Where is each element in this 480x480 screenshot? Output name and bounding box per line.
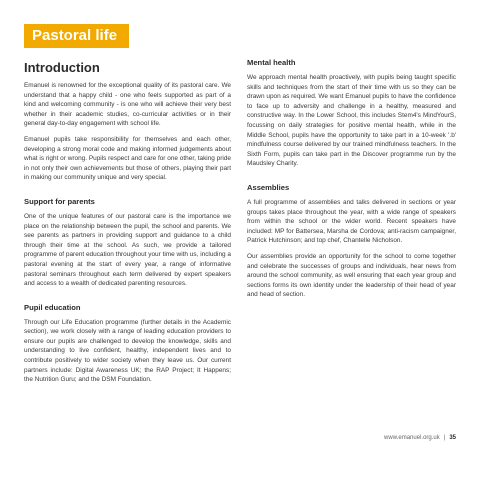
assemblies-paragraph-2: Our assemblies provide an opportunity for the school to come together and celebrate the successes of groups and individuals, hear news from around the school community, as well ensuring that each year group and sections forms its own identity under the leadership of their head of year and head of section. <box>247 252 456 299</box>
footer-url[interactable]: www.emanuel.org.uk <box>384 435 440 441</box>
introduction-paragraph-1: Emanuel is renowned for the exceptional quality of its pastoral care. We understand that a happy child - one who feels supported as part of a kind and welcoming community - is one who will achieve their very best whether in their academic studies, co-curricular activities or in their general day-to-day engagement with school life. <box>24 82 231 128</box>
support-for-parents-paragraph: One of the unique features of our pastoral care is the importance we place on the relationship between the pupil, the school and parents. We see parents as partners in providing support and guidance to a child through their time at the school. As such, we provide a tailored programme of parent education throughout your time with us, including a pastoral evening at the start of every year, a range of informative pastoral seminars throughout each term delivered by expert speakers and access to a wealth of dedicated parenting resources. <box>24 212 231 288</box>
introduction-paragraph-2: Emanuel pupils take responsibility for themselves and each other, developing a strong moral code and making informed judgements about what is right or wrong. Pupils respect and care for one other, taking pride in not only their own achievements but those of others, playing their part in making our community unique and very special. <box>24 135 231 182</box>
footer-separator: | <box>443 435 446 441</box>
support-for-parents-heading: Support for parents <box>24 196 95 206</box>
pupil-education-paragraph: Through our Life Education programme (further details in the Academic section), we work closely with a range of leading education providers to ensure our pupils are challenged to develop the knowledge, skills and understanding to live confident, healthy, independent lives and to contribute positively to wider society when they leave us. Our current partners include: Digital Awareness UK; the RAP Project; It Happens; the Nutrition Guru; and the DSM Foundation. <box>24 318 231 384</box>
pupil-education-heading: Pupil education <box>24 302 81 312</box>
introduction-heading: Introduction <box>24 60 100 75</box>
mental-health-heading: Mental health <box>247 58 296 67</box>
section-banner: Pastoral life <box>24 24 129 48</box>
assemblies-heading: Assemblies <box>247 182 290 192</box>
page-footer <box>384 435 456 441</box>
right-column <box>247 58 456 306</box>
mental-health-paragraph: We approach mental health proactively, with pupils being taught specific skills and techniques from the start of their time with us so they can be drawn upon as required. We want Emanuel pupils to have the confidence to face up to adversity and challenge in a healthy, measured and constructive way. In the Lower School, this includes Stem4's MindYourS, focussing on daily strategies for positive mental health, while in the Middle School, pupils have the opportunity to take part in a 10-week '.b' mindfulness course delivered by our trained mindfulness teachers. In the Sixth Form, pupils can take part in the Discover programme run by the Maudsley Charity. <box>247 74 456 168</box>
page-number: 35 <box>449 435 456 441</box>
left-column <box>24 58 231 391</box>
assemblies-paragraph-1: A full programme of assemblies and talks delivered in sections or year groups takes place throughout the year, with a wide range of speakers from within the school or the wider world. Recent speakers have included: MP for Battersea, Marsha de Cordova; anti-racism campaigner, Patrick Hutchinson; and top chef, Chantelle Nicholson. <box>247 198 456 245</box>
